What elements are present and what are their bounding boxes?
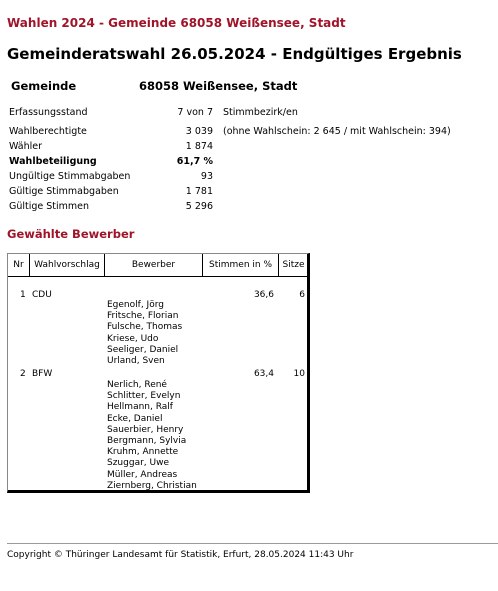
candidate: Ecke, Daniel — [107, 413, 163, 424]
candidate: Sauerbier, Henry — [107, 424, 184, 435]
row-1-sitze: 6 — [299, 290, 305, 300]
wahlberechtigte-extra: (ohne Wahlschein: 2 645 / mit Wahlschein: 394) — [223, 126, 451, 137]
erfassung-label: Erfassungsstand — [9, 107, 88, 118]
gueltige-stimmen-value: 5 296 — [185, 201, 213, 212]
row-2-sitze: 10 — [293, 369, 305, 379]
candidate: Kruhm, Annette — [107, 447, 179, 458]
candidate: Szuggar, Uwe — [107, 458, 169, 469]
erfassung-extra: Stimmbezirk/en — [223, 107, 298, 118]
header-stimmen: Stimmen in % — [203, 254, 279, 276]
gemeinde-value: 68058 Weißensee, Stadt — [139, 79, 298, 93]
row-2-bewerber-list — [107, 380, 197, 492]
elected-table — [7, 253, 310, 493]
gueltige-abgaben-value: 1 781 — [185, 186, 213, 197]
erfassung-value: 7 von 7 — [177, 107, 213, 118]
candidate: Urland, Sven — [107, 356, 165, 367]
gueltige-abgaben-label: Gültige Stimmabgaben — [9, 186, 119, 197]
wahlbeteiligung-value: 61,7 % — [176, 156, 213, 167]
wahlberechtigte-value: 3 039 — [185, 126, 213, 137]
header-wahlvorschlag: Wahlvorschlag — [30, 254, 105, 276]
candidate: Hellmann, Ralf — [107, 402, 173, 413]
candidate: Ziernberg, Christian — [107, 480, 197, 491]
row-2-prozent: 63,4 — [253, 369, 274, 379]
wahlberechtigte-label: Wahlberechtigte — [9, 126, 87, 137]
top-title: Wahlen 2024 - Gemeinde 68058 Weißensee, Stadt — [7, 16, 346, 30]
candidate: Fritsche, Florian — [107, 311, 179, 322]
candidate: Müller, Andreas — [107, 469, 178, 480]
candidate: Fulsche, Thomas — [107, 322, 183, 333]
page-title: Gemeinderatswahl 26.05.2024 - Endgültiges Ergebnis — [7, 45, 462, 63]
footer-divider — [7, 543, 498, 544]
row-1-vorschlag: CDU — [32, 290, 52, 300]
candidate: Bergmann, Sylvia — [107, 436, 187, 447]
row-2-nr: 2 — [20, 369, 26, 379]
footer-copyright: Copyright © Thüringer Landesamt für Statistik, Erfurt, 28.05.2024 11:43 Uhr — [7, 550, 354, 560]
candidate: Seeliger, Daniel — [107, 344, 179, 355]
candidate: Egenolf, Jörg — [107, 300, 164, 310]
wahlbeteiligung-label: Wahlbeteiligung — [9, 156, 97, 167]
header-bewerber: Bewerber — [105, 254, 203, 276]
ungueltige-label: Ungültige Stimmabgaben — [9, 171, 131, 182]
gueltige-stimmen-label: Gültige Stimmen — [9, 201, 90, 212]
row-1-bewerber-list — [107, 300, 182, 367]
gemeinde-label: Gemeinde — [11, 79, 77, 93]
row-1-prozent: 36,6 — [253, 290, 274, 300]
ungueltige-value: 93 — [200, 171, 213, 182]
header-sitze: Sitze — [282, 260, 305, 270]
row-2-vorschlag: BFW — [32, 369, 53, 379]
section-title-elected: Gewählte Bewerber — [7, 227, 135, 241]
waehler-label: Wähler — [9, 141, 43, 152]
table-header — [8, 254, 307, 277]
candidate: Schlitter, Evelyn — [107, 391, 181, 402]
candidate: Nerlich, René — [107, 380, 167, 390]
candidate: Kriese, Udo — [107, 333, 159, 344]
waehler-value: 1 874 — [185, 141, 213, 152]
row-1-nr: 1 — [20, 290, 26, 300]
header-nr: Nr — [8, 254, 30, 276]
